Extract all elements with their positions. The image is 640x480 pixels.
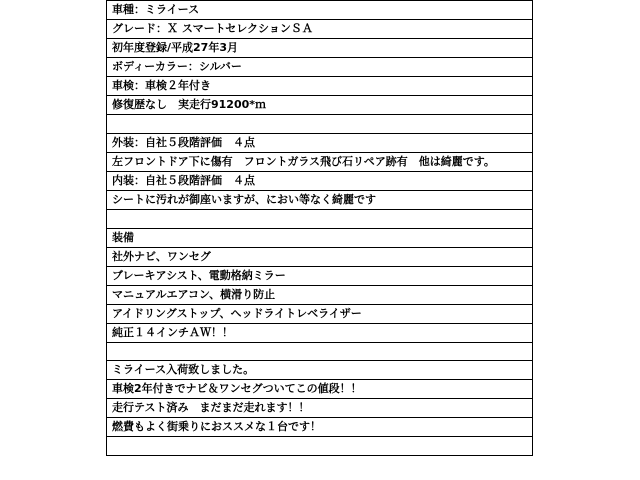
row-cell-comment: 走行テスト済み まだまだ走れます！！ — [107, 399, 533, 418]
row-cell-interior-notes: シートに汚れが御座いますが、におい等なく綺麗です — [107, 190, 533, 209]
table-row — [107, 1, 533, 20]
row-cell-empty — [107, 437, 533, 456]
vehicle-spec-table — [106, 0, 533, 456]
table-row — [107, 58, 533, 77]
row-cell-empty — [107, 209, 533, 228]
table-row — [107, 20, 533, 39]
row-cell-equipment-heading: 装備 — [107, 228, 533, 247]
row-cell-grade: グレード：Ｘ スマートセレクションＳＡ — [107, 20, 533, 39]
row-cell-comment: ミライース入荷致しました。 — [107, 361, 533, 380]
table-row — [107, 266, 533, 285]
row-cell-comment: 燃費もよく街乗りにおススメな１台です！ — [107, 418, 533, 437]
row-cell-equipment-item: ブレーキアシスト、電動格納ミラー — [107, 266, 533, 285]
spec-table-body — [107, 1, 533, 456]
table-row — [107, 323, 533, 342]
row-cell-comment: 車検2年付きでナビ＆ワンセグついてこの値段！！ — [107, 380, 533, 399]
row-cell-inspection: 車検：車検２年付き — [107, 77, 533, 96]
row-cell-exterior-notes: 左フロントドア下に傷有 フロントガラス飛び石リペア跡有 他は綺麗です。 — [107, 152, 533, 171]
table-row — [107, 228, 533, 247]
table-row — [107, 96, 533, 115]
row-cell-equipment-item: マニュアルエアコン、横滑り防止 — [107, 285, 533, 304]
row-cell-repair-history-mileage: 修復歴なし 実走行91200*ｍ — [107, 96, 533, 115]
table-row — [107, 190, 533, 209]
table-row — [107, 285, 533, 304]
table-row — [107, 247, 533, 266]
row-cell-first-registration: 初年度登録/平成27年3月 — [107, 39, 533, 58]
row-cell-exterior-rating: 外装：自社５段階評価 ４点 — [107, 133, 533, 152]
row-cell-interior-rating: 内装：自社５段階評価 ４点 — [107, 171, 533, 190]
table-row — [107, 437, 533, 456]
table-row — [107, 77, 533, 96]
table-row — [107, 171, 533, 190]
table-row — [107, 418, 533, 437]
table-row — [107, 115, 533, 134]
row-cell-empty — [107, 342, 533, 361]
row-cell-equipment-item: アイドリングストップ、ヘッドライトレベライザー — [107, 304, 533, 323]
row-cell-car-model: 車種：ミライース — [107, 1, 533, 20]
row-cell-equipment-item: 純正１４インチＡＷ！！ — [107, 323, 533, 342]
table-row — [107, 399, 533, 418]
table-row — [107, 209, 533, 228]
table-row — [107, 133, 533, 152]
row-cell-body-color: ボディーカラー：シルバー — [107, 58, 533, 77]
table-row — [107, 152, 533, 171]
row-cell-empty — [107, 115, 533, 134]
table-row — [107, 39, 533, 58]
table-row — [107, 342, 533, 361]
table-row — [107, 304, 533, 323]
table-row — [107, 380, 533, 399]
table-row — [107, 361, 533, 380]
row-cell-equipment-item: 社外ナビ、ワンセグ — [107, 247, 533, 266]
